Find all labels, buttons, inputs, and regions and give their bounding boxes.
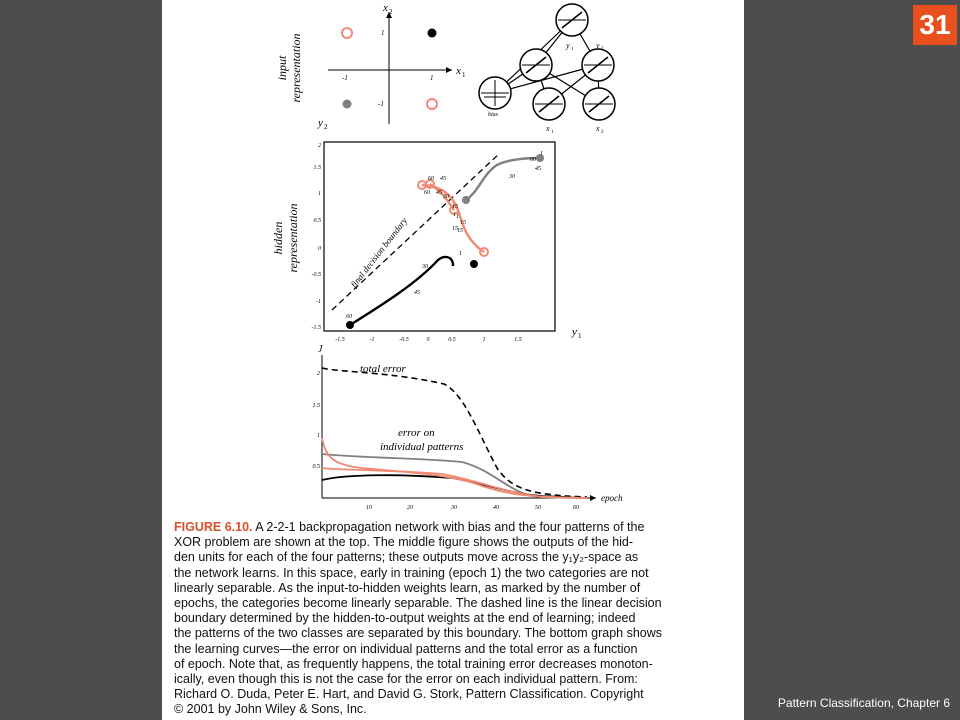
hidden-x-tick: -1 [369, 337, 375, 343]
bias-label: bias [488, 112, 499, 118]
network-y2-label: y [596, 41, 600, 50]
learning-x-tick: 20 [407, 505, 413, 511]
hidden-y-tick: 1 [318, 191, 321, 197]
epoch-label: 60 [346, 314, 352, 320]
epoch-label: 60 [428, 176, 434, 182]
boundary-label: final decision boundary [348, 215, 410, 290]
caption-line: linearly separable. As the input-to-hidden weights learn, as marked by the number of [174, 580, 641, 595]
hidden-x-tick: -0.5 [399, 337, 409, 343]
hidden-x-tick: 0 [426, 337, 430, 343]
input-tick-x-pos: 1 [430, 74, 434, 82]
caption-line: the learning curves—the error on individual patterns and the total error as a function [174, 641, 638, 656]
epoch-label: 1 [459, 251, 462, 257]
epoch-label: 45 [440, 176, 446, 182]
caption-line: epochs, the categories become linearly separable. The dashed line is the linear decision [174, 596, 662, 611]
epoch-label: 1 [456, 214, 459, 220]
input-side-label-2: representation [289, 33, 303, 103]
hidden-x-tick: 1.5 [514, 337, 522, 343]
hidden-side-label-1: hidden [271, 221, 285, 255]
network-x2-label: x [596, 124, 600, 133]
hidden-y2-sub: 2 [324, 123, 328, 131]
input-x1-sub: 1 [462, 71, 466, 79]
learning-x-label: epoch [601, 493, 623, 503]
hidden-y-tick: 1.5 [313, 165, 321, 171]
input-side-label-1: input [275, 55, 289, 81]
epoch-label: 60 [424, 190, 430, 196]
input-tick-x-neg: -1 [342, 74, 348, 82]
epoch-label: 30 [509, 174, 515, 180]
hidden-x-tick: 1 [482, 337, 486, 343]
learning-y-tick: 2 [317, 371, 320, 377]
hidden-y-tick: -1 [316, 299, 321, 305]
network-y1-sub: 1 [571, 47, 574, 52]
input-tick-y-neg: -1 [378, 100, 384, 108]
learning-x-tick: 10 [366, 505, 372, 511]
epoch-label: 1 [540, 151, 543, 157]
caption-line: ically, even though this is not the case for the error on each individual pattern. From: [174, 672, 638, 687]
caption-line: boundary determined by the hidden-to-output weights at the end of learning; indeed [174, 611, 636, 626]
hidden-side-label-2: representation [286, 203, 300, 273]
hidden-y-tick: -1.5 [311, 325, 321, 331]
caption-line [174, 520, 734, 535]
caption-line: of epoch. Note that, as frequently happens, the total training error decreases monoton- [174, 656, 653, 671]
hidden-y-tick: 2 [318, 143, 321, 149]
document-page [162, 0, 744, 720]
learning-y-tick: 1.5 [312, 403, 320, 409]
network-x1-sub: 1 [551, 130, 554, 135]
caption-lead: FIGURE 6.10. [174, 520, 253, 534]
network-x1-label: x [546, 124, 550, 133]
epoch-label: 45 [414, 290, 420, 296]
learning-x-tick: 30 [451, 505, 457, 511]
epoch-label: 15 [457, 228, 463, 234]
learning-x-tick: 60 [573, 505, 579, 511]
learning-x-tick: 50 [535, 505, 541, 511]
network-y1-label: y [566, 41, 570, 50]
input-x2-sub: 2 [389, 8, 393, 16]
individual-label-2: individual patterns [380, 441, 464, 453]
hidden-y-tick: 0 [318, 246, 321, 252]
learning-y-tick: 1 [317, 433, 320, 439]
figure-caption [174, 520, 734, 718]
input-x2-label: x [383, 2, 388, 14]
input-tick-y-pos: 1 [381, 29, 385, 37]
caption-paragraph [174, 520, 734, 718]
epoch-label: 15 [460, 220, 466, 226]
caption-line: XOR problem are shown at the top. The middle figure shows the outputs of the hid- [174, 535, 634, 550]
input-x1-label: x [456, 65, 461, 77]
epoch-label: 30 [422, 264, 428, 270]
learning-y-label: J [318, 344, 323, 355]
slide-number-badge: 31 [913, 5, 957, 45]
network-x2-sub: 2 [601, 130, 604, 135]
individual-label-1: error on [398, 427, 435, 439]
epoch-label: 45 [436, 190, 442, 196]
hidden-y-tick: -0.5 [311, 272, 321, 278]
hidden-x-tick: -1.5 [335, 337, 345, 343]
hidden-y1-label: y [572, 326, 577, 338]
caption-line: den units for each of the four patterns; these outputs move across the y₁y₂-space as [174, 550, 639, 565]
epoch-label: 1 [453, 212, 456, 218]
hidden-y-tick: 0.5 [313, 218, 321, 224]
learning-y-tick: 0.5 [312, 464, 320, 470]
epoch-label: 15 [452, 204, 458, 210]
network-y2-sub: 2 [601, 47, 604, 52]
caption-line-text: A 2-2-1 backpropagation network with bias and the four patterns of the [255, 520, 645, 534]
epoch-label: 45 [535, 166, 541, 172]
caption-line: © 2001 by John Wiley & Sons, Inc. [174, 702, 367, 717]
caption-line: the patterns of the two classes are separated by this boundary. The bottom graph shows [174, 626, 663, 641]
epoch-label: 60 [530, 157, 536, 163]
caption-line: the network learns. In this space, early in training (epoch 1) the two categories are not [174, 565, 649, 580]
learning-x-tick: 40 [493, 505, 499, 511]
total-error-label: total error [360, 363, 406, 375]
caption-line: Richard O. Duda, Peter E. Hart, and David G. Stork, Pattern Classification. Copyright [174, 687, 644, 702]
hidden-y1-sub: 1 [578, 332, 582, 340]
epoch-label: 15 [452, 226, 458, 232]
epoch-label: 30 [443, 194, 449, 200]
footer-text: Pattern Classification, Chapter 6 [777, 696, 950, 710]
hidden-y2-label: y [318, 117, 323, 129]
hidden-x-tick: 0.5 [448, 337, 456, 343]
